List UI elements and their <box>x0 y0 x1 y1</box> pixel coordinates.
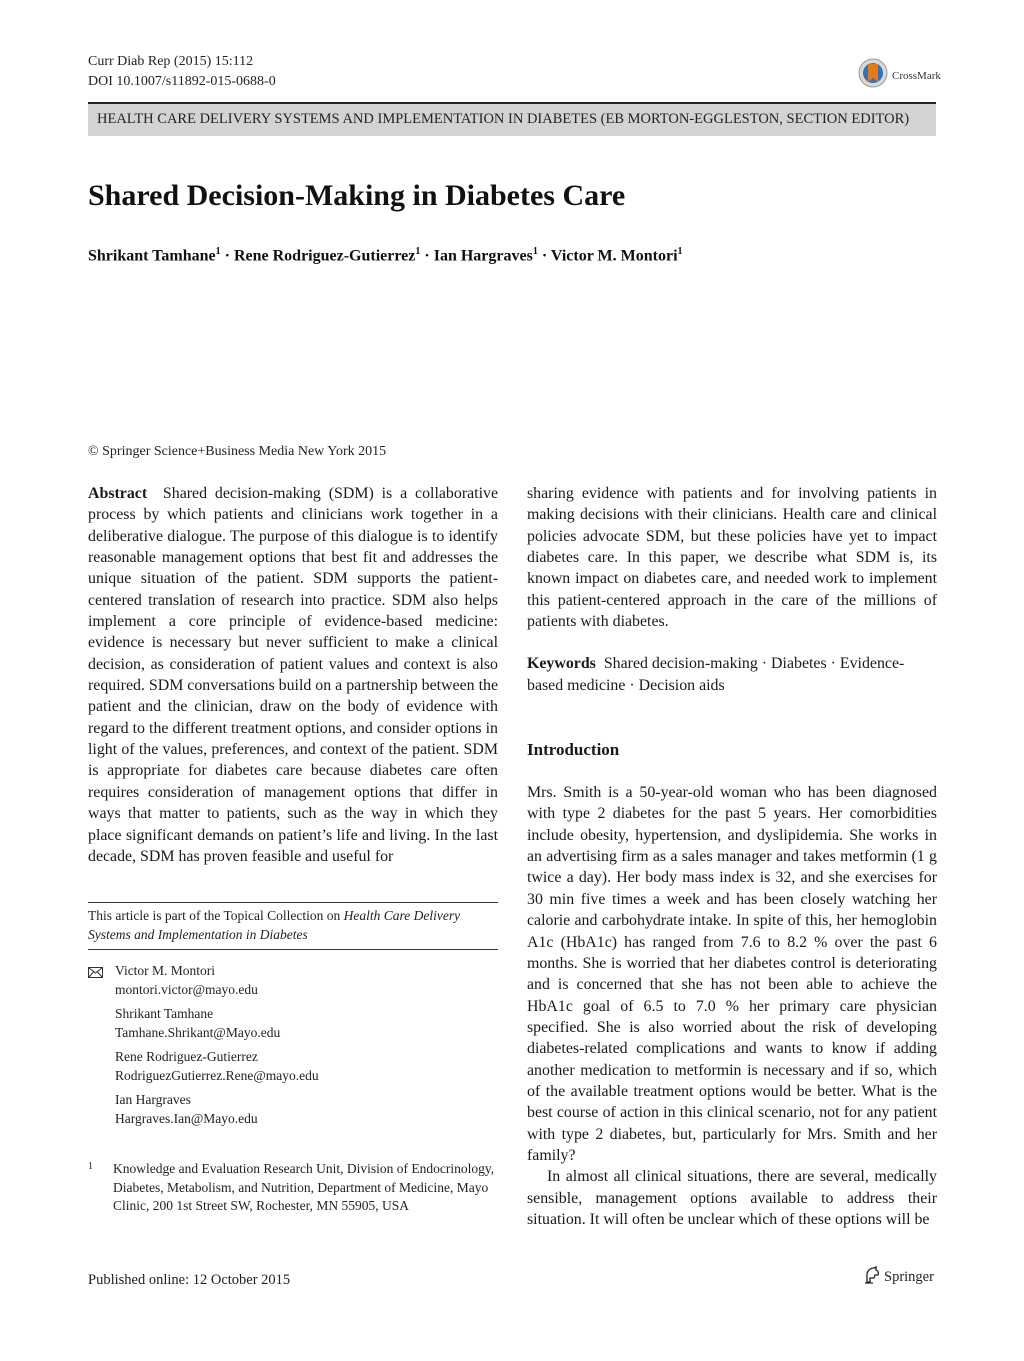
introduction-paragraph: In almost all clinical situations, there are several, medically sensible, management options available to address their situation. It will often be unclear which of these options will be <box>527 1168 937 1228</box>
publisher-name: Springer <box>884 1269 934 1285</box>
introduction-paragraph: Mrs. Smith is a 50-year-old woman who has been diagnosed with type 2 diabetes for the past 5 years. Her comorbidities include obesity, hypertension, and dyslipidemia. She works in an advertising firm as a sales manager and takes metformin (1 g twice a day). Her body mass index is 32, and she exercises for 30 min five times a week and has been closely watching her calorie and carbohydrate intake. In spite of this, her hemoglobin A1c (HbA1c) has ranged from 7.6 to 8.2 % over the past 6 months. She is worried that her diabetes control is deteriorating and is concerned that she has not been able to achieve the HbA1c goal of 6.5 to 7.0 % her primary care physician specified. She is also worried about the risk of developing diabetes-related complications and wants to know if adding another medication to metformin is necessary and if so, which of the available treatment options would be better. What is the best course of action in this clinical scenario, not for any patient with type 2 diabetes, but, particularly for Mrs. Smith and her family? <box>527 784 937 1164</box>
contact-entry <box>115 1091 498 1128</box>
article-title: Shared Decision-Making in Diabetes Care <box>88 179 626 212</box>
topical-prefix: This article is part of the Topical Collection on <box>88 908 341 923</box>
springer-horse-icon <box>864 1266 880 1289</box>
crossmark-icon <box>858 58 888 93</box>
contact-name: Ian Hargraves <box>115 1092 191 1107</box>
doi[interactable]: DOI 10.1007/s11892-015-0688-0 <box>88 74 276 89</box>
crossmark-badge[interactable] <box>858 58 941 93</box>
published-date: Published online: 12 October 2015 <box>88 1272 291 1288</box>
publisher-logo[interactable] <box>864 1266 934 1289</box>
affiliation <box>88 1160 498 1216</box>
introduction-heading: Introduction <box>527 740 620 760</box>
author-name[interactable]: Victor M. Montori <box>550 247 678 265</box>
affiliation-number: 1 <box>88 1161 93 1172</box>
author-name[interactable]: Shrikant Tamhane <box>88 247 216 265</box>
author-separator: · <box>224 247 230 265</box>
contact-email[interactable]: Hargraves.Ian@Mayo.edu <box>115 1110 258 1126</box>
contact-email[interactable]: montori.victor@mayo.edu <box>115 981 258 997</box>
topical-collection-note <box>88 902 498 950</box>
contact-entry <box>115 962 498 999</box>
author-name[interactable]: Ian Hargraves <box>433 247 533 265</box>
abstract-heading: Abstract <box>88 485 148 502</box>
affiliation-marker: 1 <box>677 246 683 257</box>
contact-name: Rene Rodriguez-Gutierrez <box>115 1049 258 1064</box>
abstract-paragraph <box>88 483 498 867</box>
abstract-continuation: sharing evidence with patients and for involving patients in making decisions with their clinicians. Health care and clinical policies advocate SDM, but these policies have yet to impact diabetes care. In this paper, we describe what SDM is, its known impact on diabetes care, and needed work to implement this patient-centered approach in the care of the millions of patients with diabetes. <box>527 485 937 631</box>
author-separator: · <box>424 247 430 265</box>
crossmark-label: CrossMark <box>892 69 941 82</box>
author-name[interactable]: Rene Rodriguez-Gutierrez <box>233 247 416 265</box>
contact-entry <box>115 1005 498 1042</box>
topical-topic[interactable]: Health Care Delivery Systems and Implementation in Diabetes <box>88 908 461 942</box>
journal-citation: Curr Diab Rep (2015) 15:112 <box>88 54 254 69</box>
abstract <box>88 483 498 867</box>
contact-list <box>88 962 498 1134</box>
author-separator: · <box>541 247 548 265</box>
affiliation-text: Knowledge and Evaluation Research Unit, Division of Endocrinology, Diabetes, Metabolism, and Nutrition, Department of Medicine, Mayo Clinic, 200 1st Street SW, Rochester, MN 55905, USA <box>113 1161 495 1213</box>
contact-name: Victor M. Montori <box>115 963 216 978</box>
keywords-heading: Keywords <box>527 655 596 673</box>
section-bar: HEALTH CARE DELIVERY SYSTEMS AND IMPLEMENTATION IN DIABETES (EB MORTON-EGGLESTON, SECTION EDITOR) <box>88 102 936 136</box>
contact-email[interactable]: RodriguezGutierrez.Rene@mayo.edu <box>115 1067 319 1083</box>
keywords-list: Shared decision-making · Diabetes · Evidence-based medicine · Decision aids <box>527 655 905 694</box>
contact-email[interactable]: Tamhane.Shrikant@Mayo.edu <box>115 1024 281 1040</box>
contact-name: Shrikant Tamhane <box>115 1006 214 1021</box>
affiliation-marker: 1 <box>532 246 538 257</box>
copyright-notice: © Springer Science+Business Media New York 2015 <box>88 444 387 459</box>
abstract-text: Shared decision-making (SDM) is a collaborative process by which patients and clinicians work together in a deliberative dialogue. The purpose of this dialogue is to identify reasonable management options that best fit and addresses the unique situation of the patient. SDM supports the patient-centered translation of research into practice. SDM also helps implement a core principle of evidence-based medicine: evidence is necessary but never sufficient to make a clinical decision, as consideration of patient values and context is also required. SDM conversations build on a partnership between the patient and the clinician, draw on the body of evidence with regard to the different treatment options, and consider options in light of the values, preferences, and context of the patient. SDM is appropriate for diabetes care because diabetes care often requires consideration of management options that differ in ways that matter to patients, such as the way in which they place significant demands on patient’s life and living. In the last decade, SDM has proven feasible and useful for <box>88 485 498 865</box>
right-column <box>527 483 937 1230</box>
affiliation-marker: 1 <box>215 246 221 257</box>
affiliation-marker: 1 <box>415 246 421 257</box>
author-list <box>88 240 683 268</box>
contact-entry <box>115 1048 498 1085</box>
mail-icon <box>88 965 103 984</box>
keywords <box>527 653 937 696</box>
